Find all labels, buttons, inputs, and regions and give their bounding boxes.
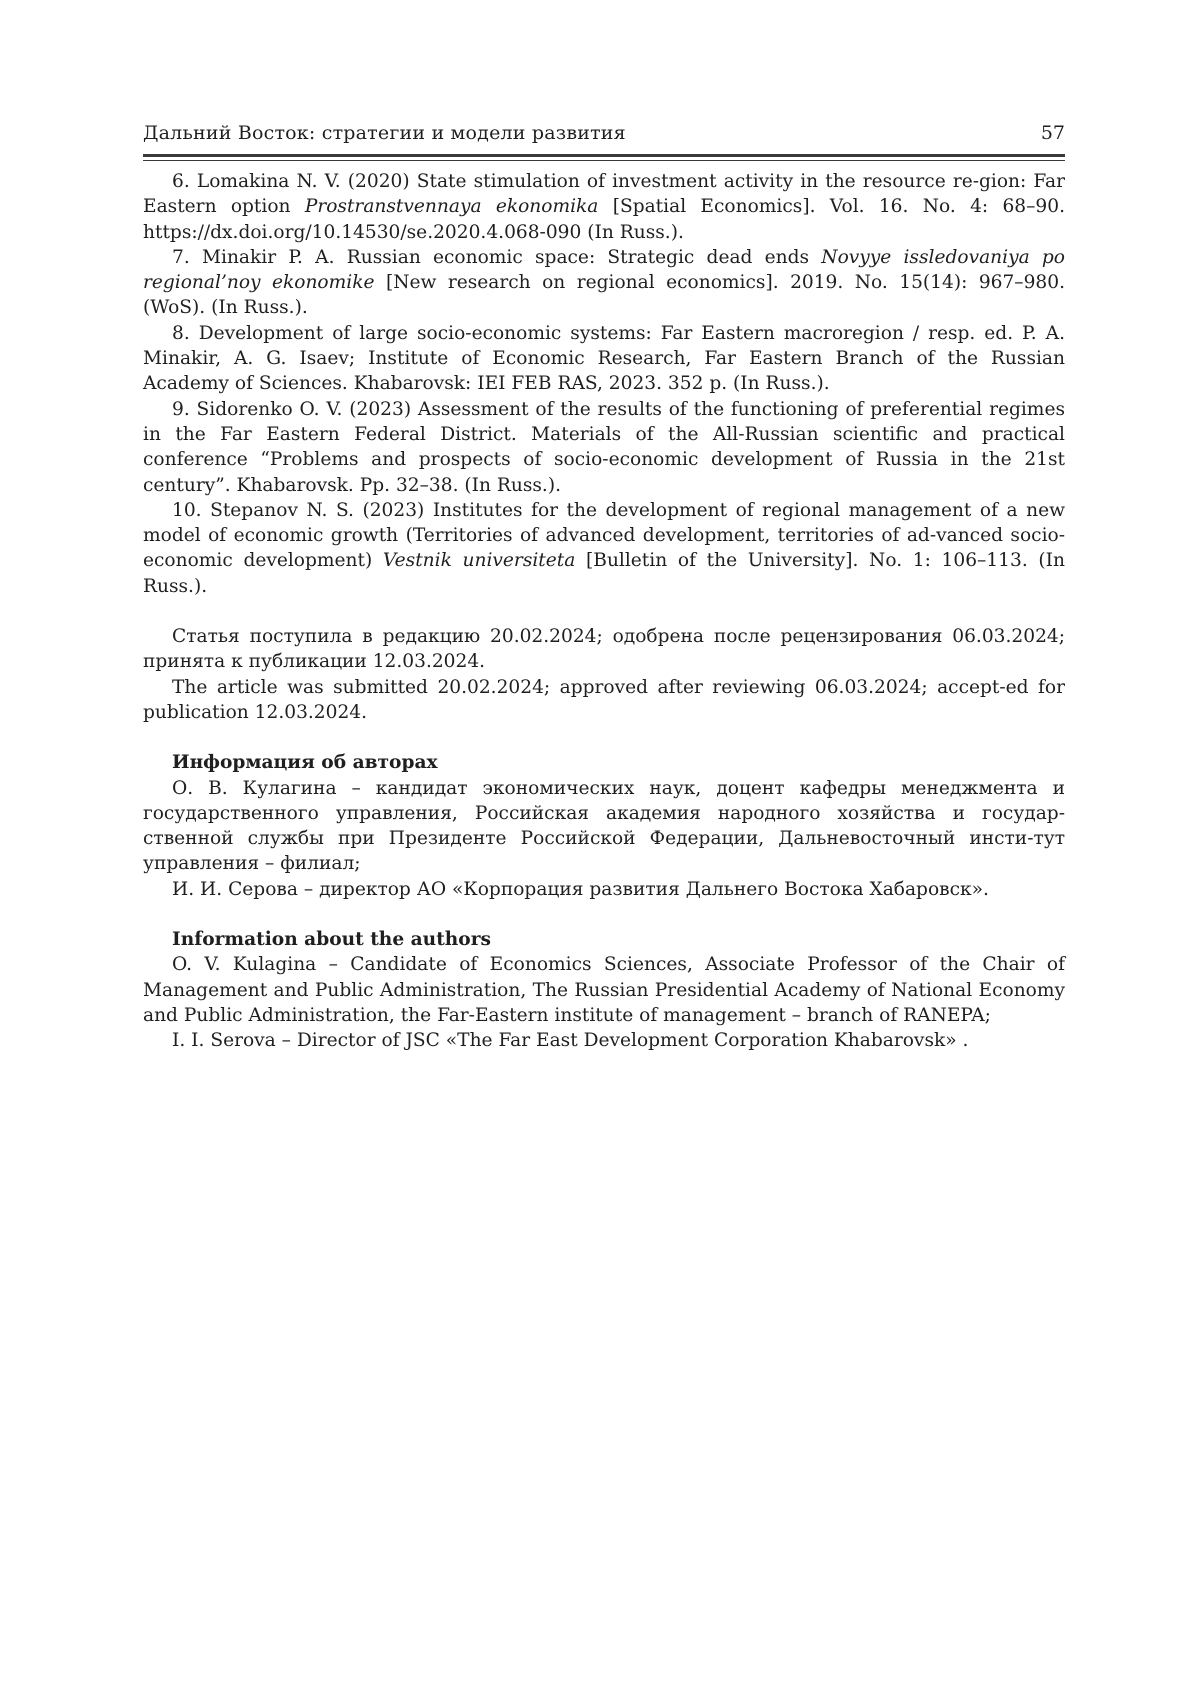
reference-item: 7. Minakir P. A. Russian economic space: Strategic dead ends Novyye issledovaniya po regional’noy ekonomike [New research on regional economics]. 2019. No. 15(14): 967–980. (WoS). (In Russ.). xyxy=(143,245,1065,321)
reference-item: 9. Sidorenko O. V. (2023) Assessment of the results of the functioning of preferential regimes in the Far Eastern Federal District. Materials of the All-Russian scientific and practical conference “Problems and prospects of socio-economic development of Russia in the 21st century”. Khabarovsk. Pp. 32–38. (In Russ.). xyxy=(143,397,1065,498)
reference-list xyxy=(143,169,1065,599)
author-entry: O. V. Kulagina – Candidate of Economics Sciences, Associate Professor of the Chair of Management and Public Administration, The Russian Presidential Academy of National Economy and Public Administration, the Far-Eastern institute of management – branch of RANEPA; xyxy=(143,952,1065,1028)
submission-note-ru: Статья поступила в редакцию 20.02.2024; одобрена после рецензирования 06.03.2024; принята к публикации 12.03.2024. xyxy=(143,624,1065,675)
page-content xyxy=(143,169,1065,1054)
journal-section-title: Дальний Восток: стратегии и модели развития xyxy=(143,122,626,144)
authors-info-en xyxy=(143,927,1065,1053)
reference-item: 8. Development of large socio-economic systems: Far Eastern macroregion / resp. ed. P. A. Minakir, A. G. Isaev; Institute of Economic Research, Far Eastern Branch of the Russian Academy of Sciences. Khabarovsk: IEI FEB RAS, 2023. 352 p. (In Russ.). xyxy=(143,321,1065,397)
author-entry: I. I. Serova – Director of JSC «The Far East Development Corporation Khabarovsk» . xyxy=(143,1028,1065,1053)
reference-item: 6. Lomakina N. V. (2020) State stimulation of investment activity in the resource re-gion: Far Eastern option Prostranstvennaya ekonomika [Spatial Economics]. Vol. 16. No. 4: 68–90. https://dx.doi.org/10.14530/se.2020.4.068-090 (In Russ.). xyxy=(143,169,1065,245)
submission-note-en: The article was submitted 20.02.2024; approved after reviewing 06.03.2024; accept-ed for publication 12.03.2024. xyxy=(143,675,1065,726)
submission-dates xyxy=(143,624,1065,725)
authors-heading-ru: Информация об авторах xyxy=(143,750,1065,775)
author-entry: И. И. Серова – директор АО «Корпорация развития Дальнего Востока Хабаровск». xyxy=(143,877,1065,902)
authors-info-ru xyxy=(143,750,1065,902)
header-rule-thin xyxy=(143,160,1065,161)
spacer xyxy=(143,599,1065,624)
authors-heading-en: Information about the authors xyxy=(143,927,1065,952)
running-header xyxy=(143,118,1065,148)
spacer xyxy=(143,902,1065,927)
page-number: 57 xyxy=(1041,122,1065,144)
reference-item: 10. Stepanov N. S. (2023) Institutes for the development of regional management of a new model of economic growth (Territories of advanced development, territories of ad-vanced socio-economic development) Vestnik universiteta [Bulletin of the University]. No. 1: 106–113. (In Russ.). xyxy=(143,498,1065,599)
spacer xyxy=(143,725,1065,750)
header-rule-thick xyxy=(143,154,1065,157)
author-entry: О. В. Кулагина – кандидат экономических наук, доцент кафедры менеджмента и государственного управления, Российская академия народного хозяйства и государ-ственной службы при Президенте Российской Федерации, Дальневосточный инсти-тут управления – филиал; xyxy=(143,776,1065,877)
